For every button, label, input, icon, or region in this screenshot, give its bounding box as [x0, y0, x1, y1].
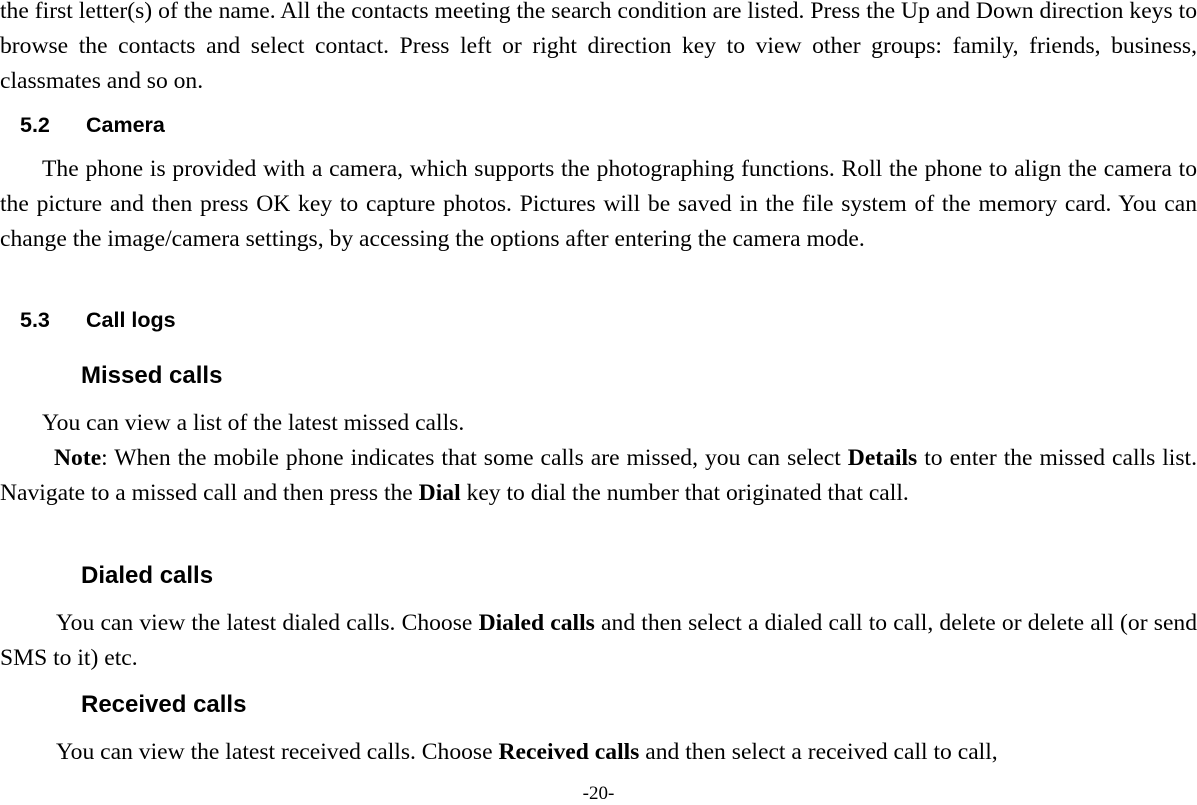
section-title: Call logs	[86, 308, 176, 332]
note-text: key to dial the number that originated that call.	[460, 480, 909, 506]
note-text: to enter the missed calls list. Navigate to a missed call and then press the	[0, 445, 1197, 506]
note-text: : When the mobile phone indicates that some calls are missed, you can select	[101, 445, 848, 471]
section-heading-camera	[20, 112, 165, 138]
subheading-missed-calls: Missed calls	[81, 362, 223, 389]
dialed-calls-keyword: Dialed calls	[478, 610, 595, 636]
received-calls-paragraph	[0, 735, 1197, 770]
details-keyword: Details	[847, 445, 918, 471]
note-label: Note	[54, 445, 102, 471]
intro-paragraph: the first letter(s) of the name. All the contacts meeting the search condition are listed. Press the Up and Down direction keys to browse the contacts and select contact. Press left or right direction key to view other groups: family, friends, business, classmates and so on.	[0, 0, 1197, 94]
missed-calls-note	[0, 441, 1197, 511]
missed-calls-paragraph: You can view a list of the latest missed calls.	[42, 410, 465, 436]
paragraph-text: and then select a dialed call to call, delete or delete all (or send SMS to it) etc.	[0, 610, 1197, 671]
dialed-calls-paragraph	[0, 606, 1197, 676]
paragraph-text: and then select a received call to call,	[639, 739, 998, 765]
page-number: -20-	[582, 783, 615, 804]
section-heading-call-logs	[20, 307, 176, 333]
subheading-dialed-calls: Dialed calls	[81, 562, 214, 589]
subheading-received-calls: Received calls	[81, 691, 247, 718]
camera-paragraph: The phone is provided with a camera, which supports the photographing functions. Roll the phone to align the camera to the picture and then press OK key to capture photos. Pictures will be saved in the file system of the memory card. You can change the image/camera settings, by accessing the options after entering the camera mode.	[0, 156, 1197, 252]
section-title: Camera	[86, 113, 165, 137]
paragraph-text: You can view the latest received calls. Choose	[56, 739, 499, 765]
paragraph-text: You can view the latest dialed calls. Choose	[56, 610, 479, 636]
dial-keyword: Dial	[418, 480, 461, 506]
section-number: 5.3	[20, 308, 50, 332]
received-calls-keyword: Received calls	[498, 739, 640, 765]
section-number: 5.2	[20, 113, 50, 137]
